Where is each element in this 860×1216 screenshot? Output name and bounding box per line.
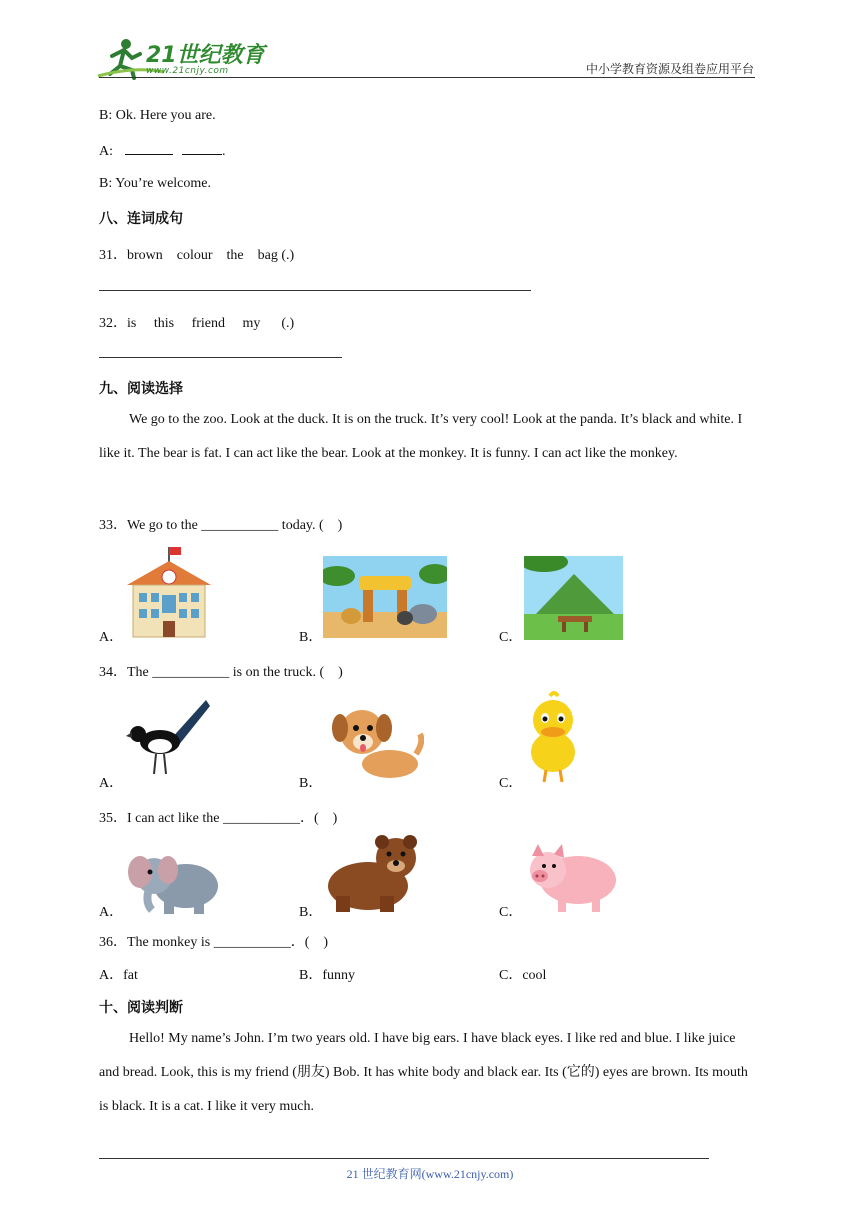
school-building-image[interactable]: [125, 545, 213, 639]
header-rule: [99, 77, 755, 78]
logo-url: www.21cnjy.com: [146, 66, 229, 76]
zoo-gate-image[interactable]: [323, 556, 447, 638]
pig-image[interactable]: [522, 842, 620, 914]
answer-line-32[interactable]: [99, 357, 342, 358]
dialogue-a-prefix: A:: [99, 144, 113, 159]
section-10-title: 十、阅读判断: [99, 1000, 183, 1016]
q35-option-b-label: B．: [299, 905, 323, 920]
q34-option-b-label: B．: [299, 776, 323, 791]
question-34: 34．The ___________ is on the truck. ( ): [99, 665, 343, 680]
question-32: 32．is this friend my (.): [99, 316, 295, 331]
bear-image[interactable]: [324, 830, 418, 914]
section-9-title: 九、阅读选择: [99, 381, 183, 397]
q36-option-c[interactable]: C．cool: [499, 968, 547, 983]
dialogue-a: A: .: [99, 144, 226, 159]
section-8-title: 八、连词成句: [99, 211, 183, 227]
magpie-image[interactable]: [124, 696, 210, 782]
footer-rule: [99, 1158, 709, 1159]
q36-option-a[interactable]: A．fat: [99, 968, 138, 983]
duckling-image[interactable]: [524, 690, 582, 784]
header-platform-text: 中小学教育资源及组卷应用平台: [585, 62, 754, 76]
blank-1[interactable]: [125, 142, 173, 155]
logo-title: 21世纪教育: [146, 43, 265, 68]
answer-line-31[interactable]: [99, 290, 531, 291]
dialogue-b2: B: You’re welcome.: [99, 176, 211, 191]
question-36: 36．The monkey is ___________．( ): [99, 935, 329, 950]
puppy-image[interactable]: [326, 700, 424, 784]
q35-option-c-label: C．: [499, 905, 523, 920]
q33-option-b-label: B．: [299, 630, 323, 645]
park-image[interactable]: [524, 556, 623, 640]
question-31: 31．brown colour the bag (.): [99, 248, 295, 263]
question-33: 33．We go to the ___________ today. ( ): [99, 518, 343, 533]
q36-option-b[interactable]: B．funny: [299, 968, 355, 983]
elephant-image[interactable]: [124, 850, 220, 916]
dialogue-b1: B: Ok. Here you are.: [99, 108, 216, 123]
reading-passage-9: We go to the zoo. Look at the duck. It is on the truck. It’s very cool! Look at the panda. It’s black and white. I like it. The bear is fat. I can act like the bear. Look at the monkey. It is funny. I can act like the monkey.: [99, 412, 743, 461]
q34-option-c-label: C．: [499, 776, 523, 791]
q34-option-a-label: A．: [99, 776, 124, 791]
q33-option-a-label: A．: [99, 630, 124, 645]
q33-option-c-label: C．: [499, 630, 523, 645]
reading-passage-10: Hello! My name’s John. I’m two years old. I have big ears. I have black eyes. I like red and blue. I like juice and bread. Look, this is my friend (朋友) Bob. It has white body and black ear. Its (它的) eyes are brown. Its mouth is black. It is a cat. I like it very much.: [99, 1031, 748, 1114]
q35-option-a-label: A．: [99, 905, 124, 920]
question-35: 35．I can act like the ___________．( ): [99, 811, 338, 826]
blank-2[interactable]: [182, 142, 222, 155]
footer-text[interactable]: 21 世纪教育网(www.21cnjy.com): [346, 1167, 514, 1181]
